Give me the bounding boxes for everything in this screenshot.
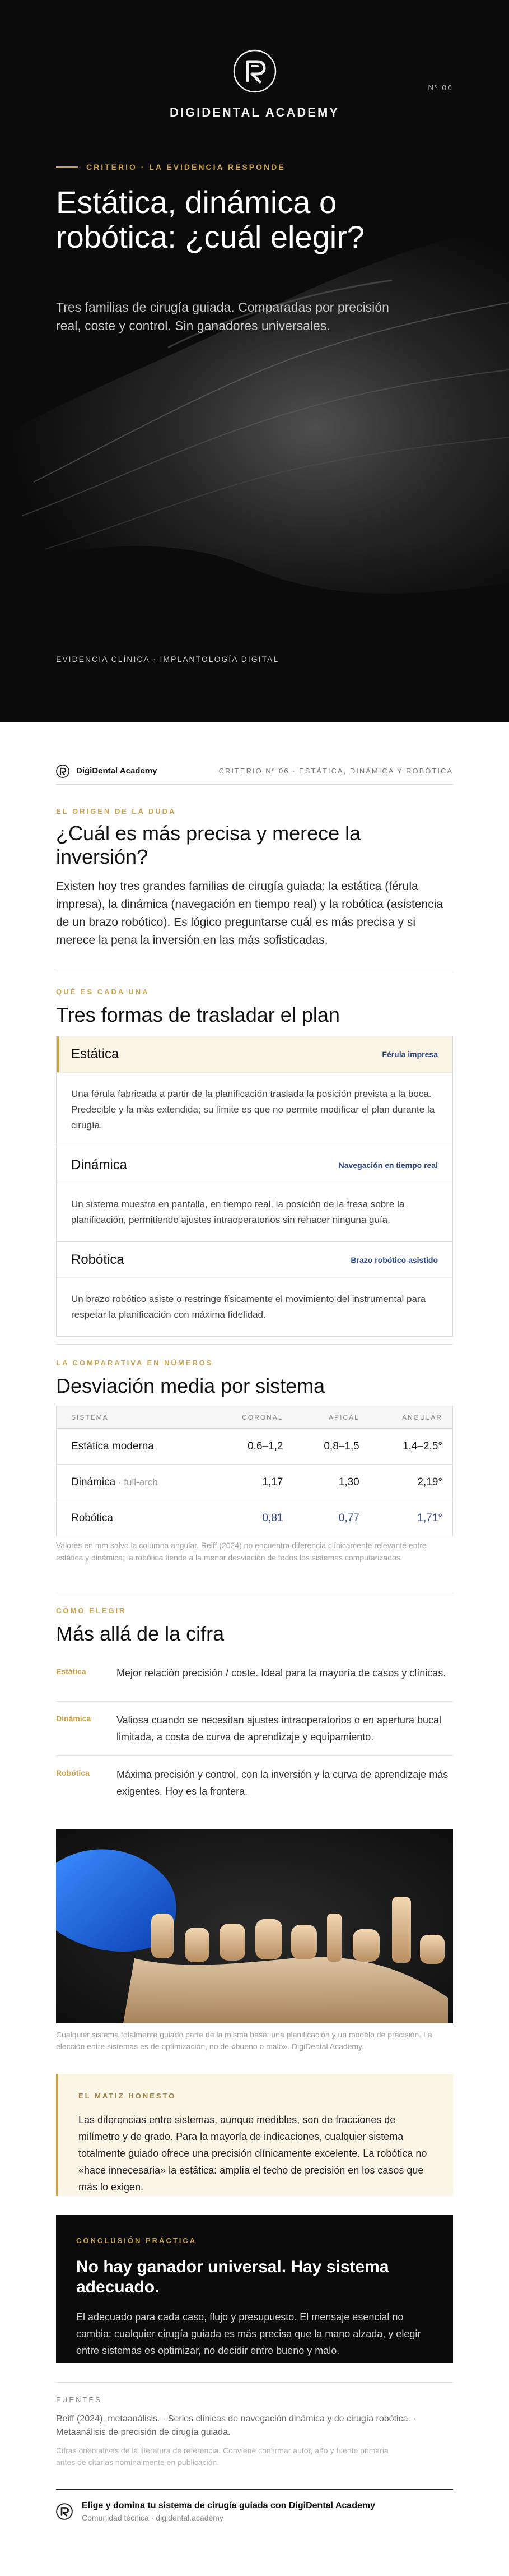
bar-brand-name: DigiDental Academy — [76, 766, 157, 776]
callout-kicker: EL MATIZ HONESTO — [78, 2092, 176, 2100]
sources-kicker: FUENTES — [56, 2396, 102, 2404]
logo-mark-icon — [56, 2503, 73, 2520]
honest-note-callout — [56, 2074, 453, 2196]
card-header-dinamica — [57, 1147, 452, 1183]
card-tag: Brazo robótico asistido — [351, 1255, 438, 1264]
table-cell: 0,81 — [209, 1500, 293, 1536]
footer-link[interactable]: Comunidad técnica · digidental.academy — [82, 2513, 223, 2522]
table-row — [57, 1465, 453, 1500]
system-name: Estática moderna — [71, 1440, 154, 1452]
footer-text — [82, 2501, 375, 2522]
sources-body: Reiff (2024), metaanálisis. · Series clínicas de navegación dinámica y de cirugía robótica. · Metaanálisis de precisión de cirugía guiada. — [56, 2414, 416, 2437]
hero-subtitle: Tres familias de cirugía guiada. Comparadas por precisión real, coste y control. Sin ganadores universales. — [56, 300, 389, 333]
system-name: Robótica — [71, 1512, 113, 1524]
section-title: Más allá de la cifra — [56, 1622, 225, 1645]
page-footer — [56, 2489, 453, 2533]
card-header-robotica — [57, 1241, 452, 1277]
section-title: Tres formas de trasladar el plan — [56, 1003, 340, 1026]
dental-model-photo — [56, 1829, 453, 2023]
table-row — [57, 1429, 453, 1465]
card-body: Un sistema muestra en pantalla, en tiempo real, la posición de la fresa sobre la planificación, permitiendo ajustes intraoperatorios sin rehacer ninguna guía. — [57, 1183, 452, 1241]
choice-text: Valiosa cuando se necesitan ajustes intraoperatorios o en apertura bucal limitada, a costa de curva de aprendizaje y equipamiento. — [116, 1715, 442, 1743]
table-cell: 1,71° — [370, 1500, 453, 1536]
hero-kicker — [56, 163, 286, 172]
hero-footer: EVIDENCIA CLÍNICA · IMPLANTOLOGÍA DIGITAL — [56, 655, 279, 664]
table-note: Valores en mm salvo la columna angular. Reiff (2024) no encuentra diferencia clínicamente relevante entre estática y dinámica; la robótica tiende a la menor desviación de todos los sistemas computarizados. — [56, 1541, 427, 1562]
kicker-rule — [56, 166, 78, 168]
issue-number: Nº 06 — [428, 83, 453, 92]
table-header: ANGULAR — [370, 1406, 453, 1429]
table-cell: 1,17 — [209, 1465, 293, 1500]
hero-brand-name: DIGIDENTAL ACADEMY — [170, 105, 339, 119]
card-tag: Navegación en tiempo real — [338, 1160, 438, 1170]
card-body: Una férula fabricada a partir de la planificación traslada la posición prevista a la boca. Predecible y la más extendida; su límite es que no permite modificar el plan durante la cirugía. — [57, 1072, 452, 1147]
logo-mark-icon — [56, 765, 69, 778]
list-item — [56, 1756, 453, 1810]
table-cell: 0,8–1,5 — [293, 1429, 370, 1465]
table-row — [57, 1500, 453, 1536]
section-kicker: CÓMO ELEGIR — [56, 1606, 127, 1615]
choice-text: Máxima precisión y control, con la inversión y la curva de aprendizaje más exigentes. Hoy es la frontera. — [116, 1769, 449, 1797]
card-tag: Férula impresa — [382, 1050, 438, 1059]
table-cell-system — [57, 1429, 209, 1465]
section-kicker: LA COMPARATIVA EN NÚMEROS — [56, 1359, 213, 1367]
table-cell: 1,4–2,5° — [370, 1429, 453, 1465]
table-header-row — [57, 1406, 453, 1429]
hero-title: Estática, dinámica o robótica: ¿cuál elegir? — [56, 184, 365, 254]
sources-note: Cifras orientativas de la literatura de referencia. Conviene confirmar autor, año y fuente primaria antes de citarlas nominalmente en publicación. — [56, 2446, 389, 2467]
document-header-bar — [56, 758, 453, 785]
card-name: Estática — [71, 1046, 119, 1062]
table-header: CORONAL — [209, 1406, 293, 1429]
choice-list — [56, 1655, 453, 1810]
system-name: Dinámica — [71, 1476, 116, 1488]
table-cell: 2,19° — [370, 1465, 453, 1500]
section-title: ¿Cuál es más precisa y merece la inversión? — [56, 822, 361, 868]
card-name: Dinámica — [71, 1157, 128, 1173]
table-cell: 0,77 — [293, 1500, 370, 1536]
section-kicker: EL ORIGEN DE LA DUDA — [56, 807, 176, 816]
hero — [0, 0, 509, 722]
table-cell: 0,6–1,2 — [209, 1429, 293, 1465]
section-kicker: QUÉ ES CADA UNA — [56, 988, 150, 996]
hero-kicker-text: CRITERIO · LA EVIDENCIA RESPONDE — [86, 163, 286, 172]
table-cell-system — [57, 1500, 209, 1536]
conclusion-body: El adecuado para cada caso, flujo y presupuesto. El mensaje esencial no cambia: cualquier cirugía guiada es más precisa que la mano alzada, y elegir entre sistemas es optimizar, no decidir entre bueno y malo. — [76, 2311, 421, 2356]
choice-text: Mejor relación precisión / coste. Ideal para la mayoría de casos y clínicas. — [116, 1667, 446, 1679]
callout-body: Las diferencias entre sistemas, aunque medibles, son de fracciones de milímetro y de grado. Para la mayoría de indicaciones, cualquier sistema totalmente guiado ofrece una precisión clínicamente excelente. La robótica no «hace innecesaria» la estática: amplía el techo de precisión en los casos que más lo exigen. — [78, 2114, 427, 2193]
section-divider — [56, 1344, 453, 1345]
section-title: Desviación media por sistema — [56, 1374, 325, 1397]
section-divider — [56, 2382, 453, 2383]
hero-content — [0, 0, 509, 722]
photo-caption: Cualquier sistema totalmente guiado parte de la misma base: una planificación y un modelo de precisión. La elección entre sistemas es de optimización, no de «bueno o malo». DigiDental Academy. — [56, 2030, 432, 2051]
table-header: SISTEMA — [57, 1406, 209, 1429]
section-body: Existen hoy tres grandes familias de cirugía guiada: la estática (férula impresa), la dinámica (navegación en tiempo real) y la robótica (asistencia de un brazo robótico). Es lógico preguntarse cuál es más precisa y si merece la pena la inversión en las más sofisticadas. — [56, 880, 443, 947]
card-name: Robótica — [71, 1252, 124, 1267]
bar-meta: CRITERIO Nº 06 · ESTÁTICA, DINÁMICA Y ROBÓTICA — [218, 767, 453, 775]
deviation-table — [56, 1406, 453, 1536]
card-body: Un brazo robótico asiste o restringe físicamente el movimiento del instrumental para respetar la planificación con máxima fidelidad. — [57, 1277, 452, 1336]
system-qualifier: · full-arch — [115, 1476, 158, 1488]
footer-title: Elige y domina tu sistema de cirugía guiada con DigiDental Academy — [82, 2501, 375, 2510]
conclusion-kicker: CONCLUSIÓN PRÁCTICA — [76, 2236, 197, 2245]
logo-mark-icon — [233, 49, 277, 93]
table-cell: 1,30 — [293, 1465, 370, 1500]
dental-model-illustration — [56, 1829, 453, 2023]
conclusion-box — [56, 2215, 453, 2363]
list-item — [56, 1702, 453, 1756]
choice-key: Estática — [56, 1667, 86, 1676]
card-header-estatica — [57, 1036, 452, 1072]
list-item — [56, 1655, 453, 1702]
choice-key: Dinámica — [56, 1714, 91, 1723]
table-header: APICAL — [293, 1406, 370, 1429]
conclusion-title: No hay ganador universal. Hay sistema adecuado. — [76, 2258, 389, 2296]
choice-key: Robótica — [56, 1768, 90, 1777]
bar-brand — [56, 765, 157, 778]
system-cards — [56, 1036, 453, 1337]
table-cell-system — [57, 1465, 209, 1500]
